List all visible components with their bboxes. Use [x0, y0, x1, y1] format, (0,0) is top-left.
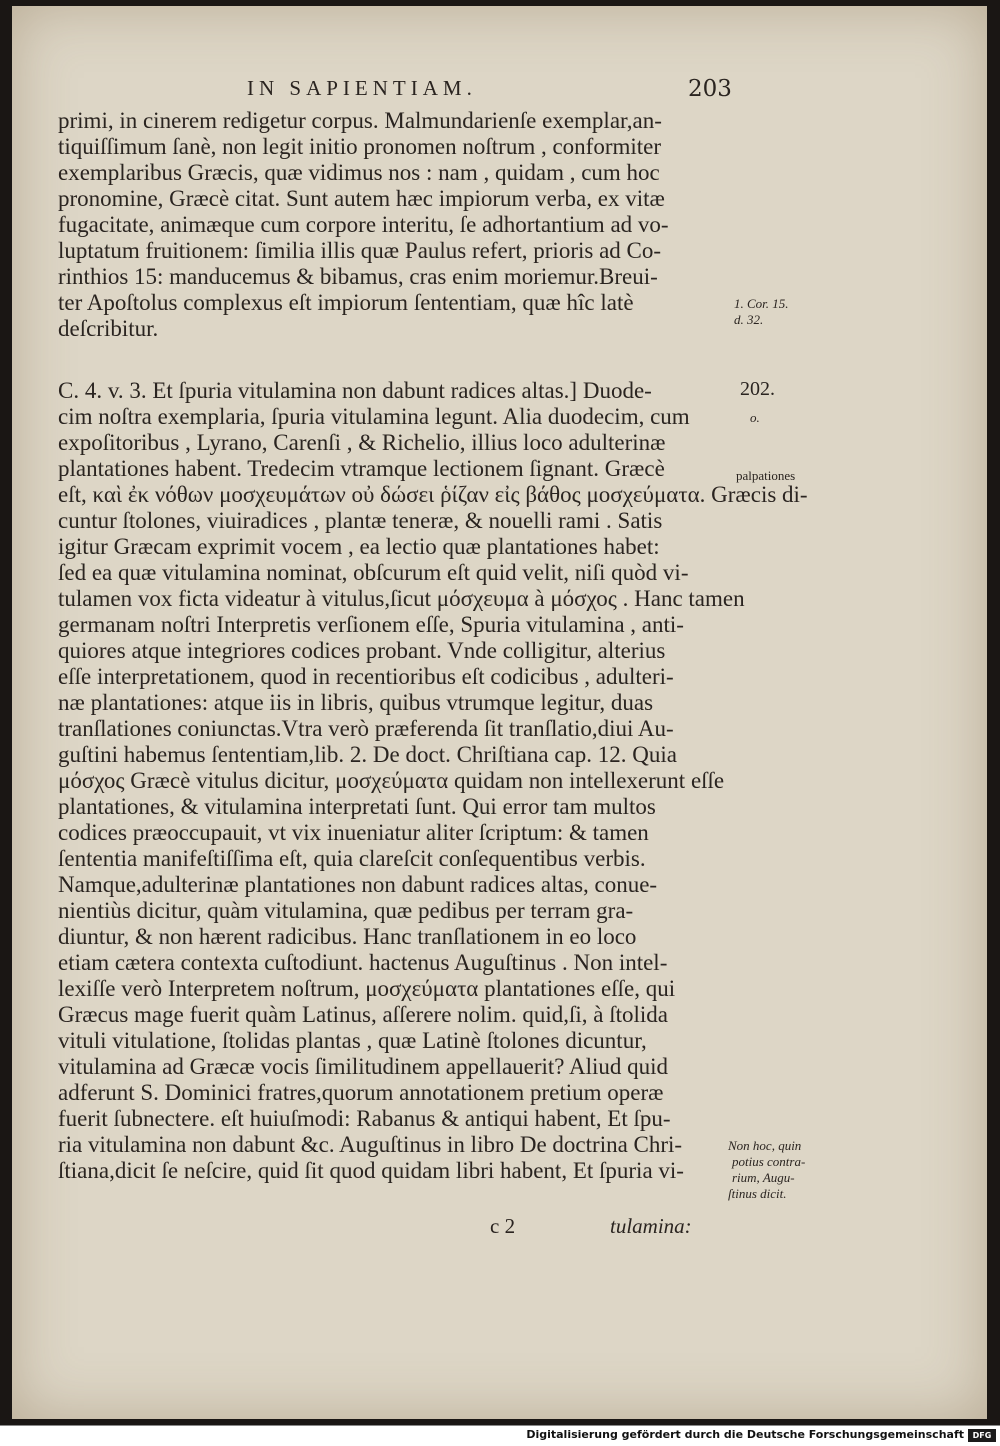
text-line: ria vitulamina non dabunt &c. Auguſtinus in libro De doctrina Chri-: [58, 1132, 683, 1157]
text-line: ter Apoſtolus complexus eſt impiorum ſententiam, quæ hîc latè: [58, 290, 634, 315]
text-line: luptatum fruitionem: ſimilia illis quæ Paulus refert, prioris ad Co-: [58, 238, 662, 263]
text-line: ſed ea quæ vitulamina nominat, obſcurum eſt quid velit, niſi quòd vi-: [58, 560, 689, 585]
text-line: adferunt S. Dominici fratres,quorum annotationem pretium operæ: [58, 1080, 664, 1105]
text-line: exemplaribus Græcis, quæ vidimus nos : nam , quidam , cum hoc: [58, 160, 660, 185]
running-head: IN SAPIENTIAM.: [247, 76, 477, 100]
text-line: codices præoccupauit, vt vix inueniatur aliter ſcriptum: & tamen: [58, 820, 649, 845]
text-line: pronomine, Græcè citat. Sunt autem hæc impiorum verba, ex vitæ: [58, 186, 665, 211]
signature-mark: c 2: [490, 1214, 516, 1238]
text-line: guſtini habemus ſententiam,lib. 2. De doct. Chriſtiana cap. 12. Quia: [58, 742, 677, 767]
dfg-logo-icon: DFG: [968, 1429, 996, 1442]
margin-number: 202.: [740, 378, 775, 400]
text-line: vitulamina ad Græcæ vocis ſimilitudinem appellauerit? Aliud quid: [58, 1054, 669, 1079]
margin-reference: 1. Cor. 15.: [734, 296, 789, 311]
text-line: eſt, καὶ ἐκ νόθων μοσχευμάτων οὐ δώσει ῥίζαν εἰς βάθος μοσχεύματα. Græcis di-: [58, 482, 808, 507]
catchword: tulamina:: [610, 1214, 692, 1238]
text-line: primi, in cinerem redigetur corpus. Malmundarienſe exemplar,an-: [58, 108, 662, 133]
text-line: nientiùs dicitur, quàm vitulamina, quæ pedibus per terram gra-: [58, 898, 634, 923]
text-line: rinthios 15: manducemus & bibamus, cras enim moriemur.Breui-: [58, 264, 658, 289]
text-line: diuntur, & non hærent radicibus. Hanc tranſlationem in eo loco: [58, 924, 637, 949]
margin-gloss: rium, Augu-: [732, 1170, 795, 1185]
text-line: cuntur ſtolones, viuiradices , plantæ teneræ, & nouelli rami . Satis: [58, 508, 663, 533]
text-line: Græcus mage fuerit quàm Latinus, aſſerere nolim. quid,ſi, à ſtolida: [58, 1002, 668, 1027]
margin-mark: o.: [750, 410, 760, 425]
text-line: ſententia manifeſtiſſima eſt, quia clareſcit conſequentibus verbis.: [58, 846, 646, 871]
text-line: etiam cætera contexta cuſtodiunt. hactenus Auguſtinus . Non intel-: [58, 950, 668, 975]
text-line: deſcribitur.: [58, 316, 159, 341]
text-line: expoſitoribus , Lyrano, Carenſi , & Richelio, illius loco adulterinæ: [58, 430, 666, 455]
text-line: plantationes, & vitulamina interpretati ſunt. Qui error tam multos: [58, 794, 656, 819]
text-line: cim noſtra exemplaria, ſpuria vitulamina legunt. Alia duodecim, cum: [58, 404, 690, 429]
footer-credit: Digitalisierung gefördert durch die Deutsche Forschungsgemeinschaft: [526, 1428, 964, 1441]
margin-gloss: Non hoc, quin: [728, 1138, 802, 1153]
margin-gloss: ſtinus dicit.: [728, 1186, 787, 1201]
text-line: Namque,adulterinæ plantationes non dabunt radices altas, conue-: [58, 872, 658, 897]
text-line: germanam noſtri Interpretis verſionem eſſe, Spuria vitulamina , anti-: [58, 612, 684, 637]
text-line: tranſlationes coniunctas.Vtra verò præferenda ſit tranſlatio,diui Au-: [58, 716, 674, 741]
text-line: C. 4. v. 3. Et ſpuria vitulamina non dabunt radices altas.] Duode-: [58, 378, 652, 403]
text-line: igitur Græcam exprimit vocem , ea lectio quæ plantationes habet:: [58, 534, 660, 559]
margin-variant: palpationes: [736, 468, 796, 483]
text-line: fugacitate, animæque cum corpore interitu, ſe adhortantium ad vo-: [58, 212, 669, 237]
text-line: ſtiana,dicit ſe neſcire, quid ſit quod quidam libri habent, Et ſpuria vi-: [58, 1158, 684, 1183]
page-number: 203: [688, 76, 732, 102]
book-page: [12, 6, 987, 1419]
text-line: plantationes habent. Tredecim vtramque lectionem ſignant. Græcè: [58, 456, 665, 481]
text-line: eſſe interpretationem, quod in recentioribus eſt codicibus , adulteri-: [58, 664, 674, 689]
text-line: μόσχος Græcè vitulus dicitur, μοσχεύματα quidam non intellexerunt eſſe: [58, 768, 725, 793]
text-line: tulamen vox ficta videatur à vitulus,ſicut μόσχευμα à μόσχος . Hanc tamen: [58, 586, 745, 611]
text-line: tiquiſſimum ſanè, non legit initio pronomen noſtrum , conformiter: [58, 134, 662, 159]
margin-reference: d. 32.: [734, 312, 764, 327]
margin-gloss: potius contra-: [732, 1154, 806, 1169]
footer-bar: [0, 1425, 1000, 1446]
text-line: vituli vitulatione, ſtolidas plantas , quæ Latinè ſtolones dicuntur,: [58, 1028, 647, 1053]
text-line: fuerit ſubnectere. eſt huiuſmodi: Rabanus & antiqui habent, Et ſpu-: [58, 1106, 671, 1131]
text-line: næ plantationes: atque iis in libris, quibus vtrumque legitur, duas: [58, 690, 654, 715]
text-line: lexiſſe verò Interpretem noſtrum, μοσχεύματα plantationes eſſe, qui: [58, 976, 676, 1001]
text-line: quiores atque integriores codices probant. Vnde colligitur, alterius: [58, 638, 666, 663]
